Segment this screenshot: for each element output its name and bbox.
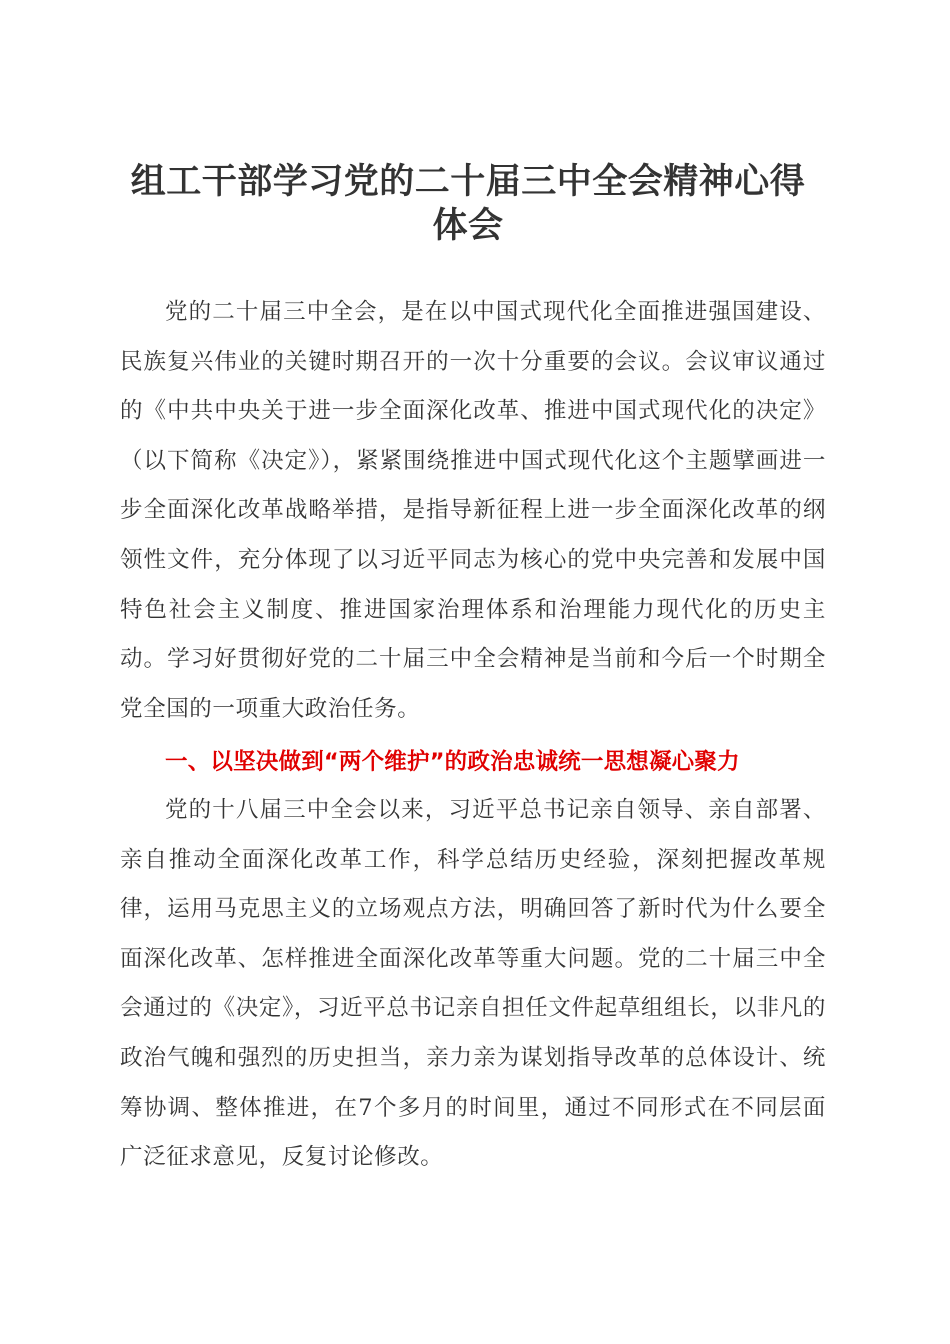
document-title: 组工干部学习党的二十届三中全会精神心得体会 [130,162,806,246]
section-1-paragraph: 党的十八届三中全会以来，习近平总书记亲自领导、亲自部署、亲自推动全面深化改革工作，科学总结历史经验，深刻把握改革规律，运用马克思主义的立场观点方法，明确回答了新时代为什么要全面深化改革、怎样推进全面深化改革等重大问题。党的二十届三中全会通过的《决定》，习近平总书记亲自担任文件起草组组长，以非凡的政治气魄和强烈的历史担当，亲力亲为谋划指导改革的总体设计、统筹协调、整体推进，在7个多月的时间里，通过不同形式在不同层面广泛征求意见，反复讨论修改。 [120,797,826,1171]
section-heading-1: 一、以坚决做到“两个维护”的政治忠诚统一思想凝心聚力 [165,749,740,775]
intro-paragraph: 党的二十届三中全会，是在以中国式现代化全面推进强国建设、民族复兴伟业的关键时期召开的一次十分重要的会议。会议审议通过的《中共中央关于进一步全面深化改革、推进中国式现代化的决定》（以下简称《决定》），紧紧围绕推进中国式现代化这个主题擘画进一步全面深化改革战略举措，是指导新征程上进一步全面深化改革的纲领性文件，充分体现了以习近平同志为核心的党中央完善和发展中国特色社会主义制度、推进国家治理体系和治理能力现代化的历史主动。学习好贯彻好党的二十届三中全会精神是当前和今后一个时期全党全国的一项重大政治任务。 [120,299,826,722]
